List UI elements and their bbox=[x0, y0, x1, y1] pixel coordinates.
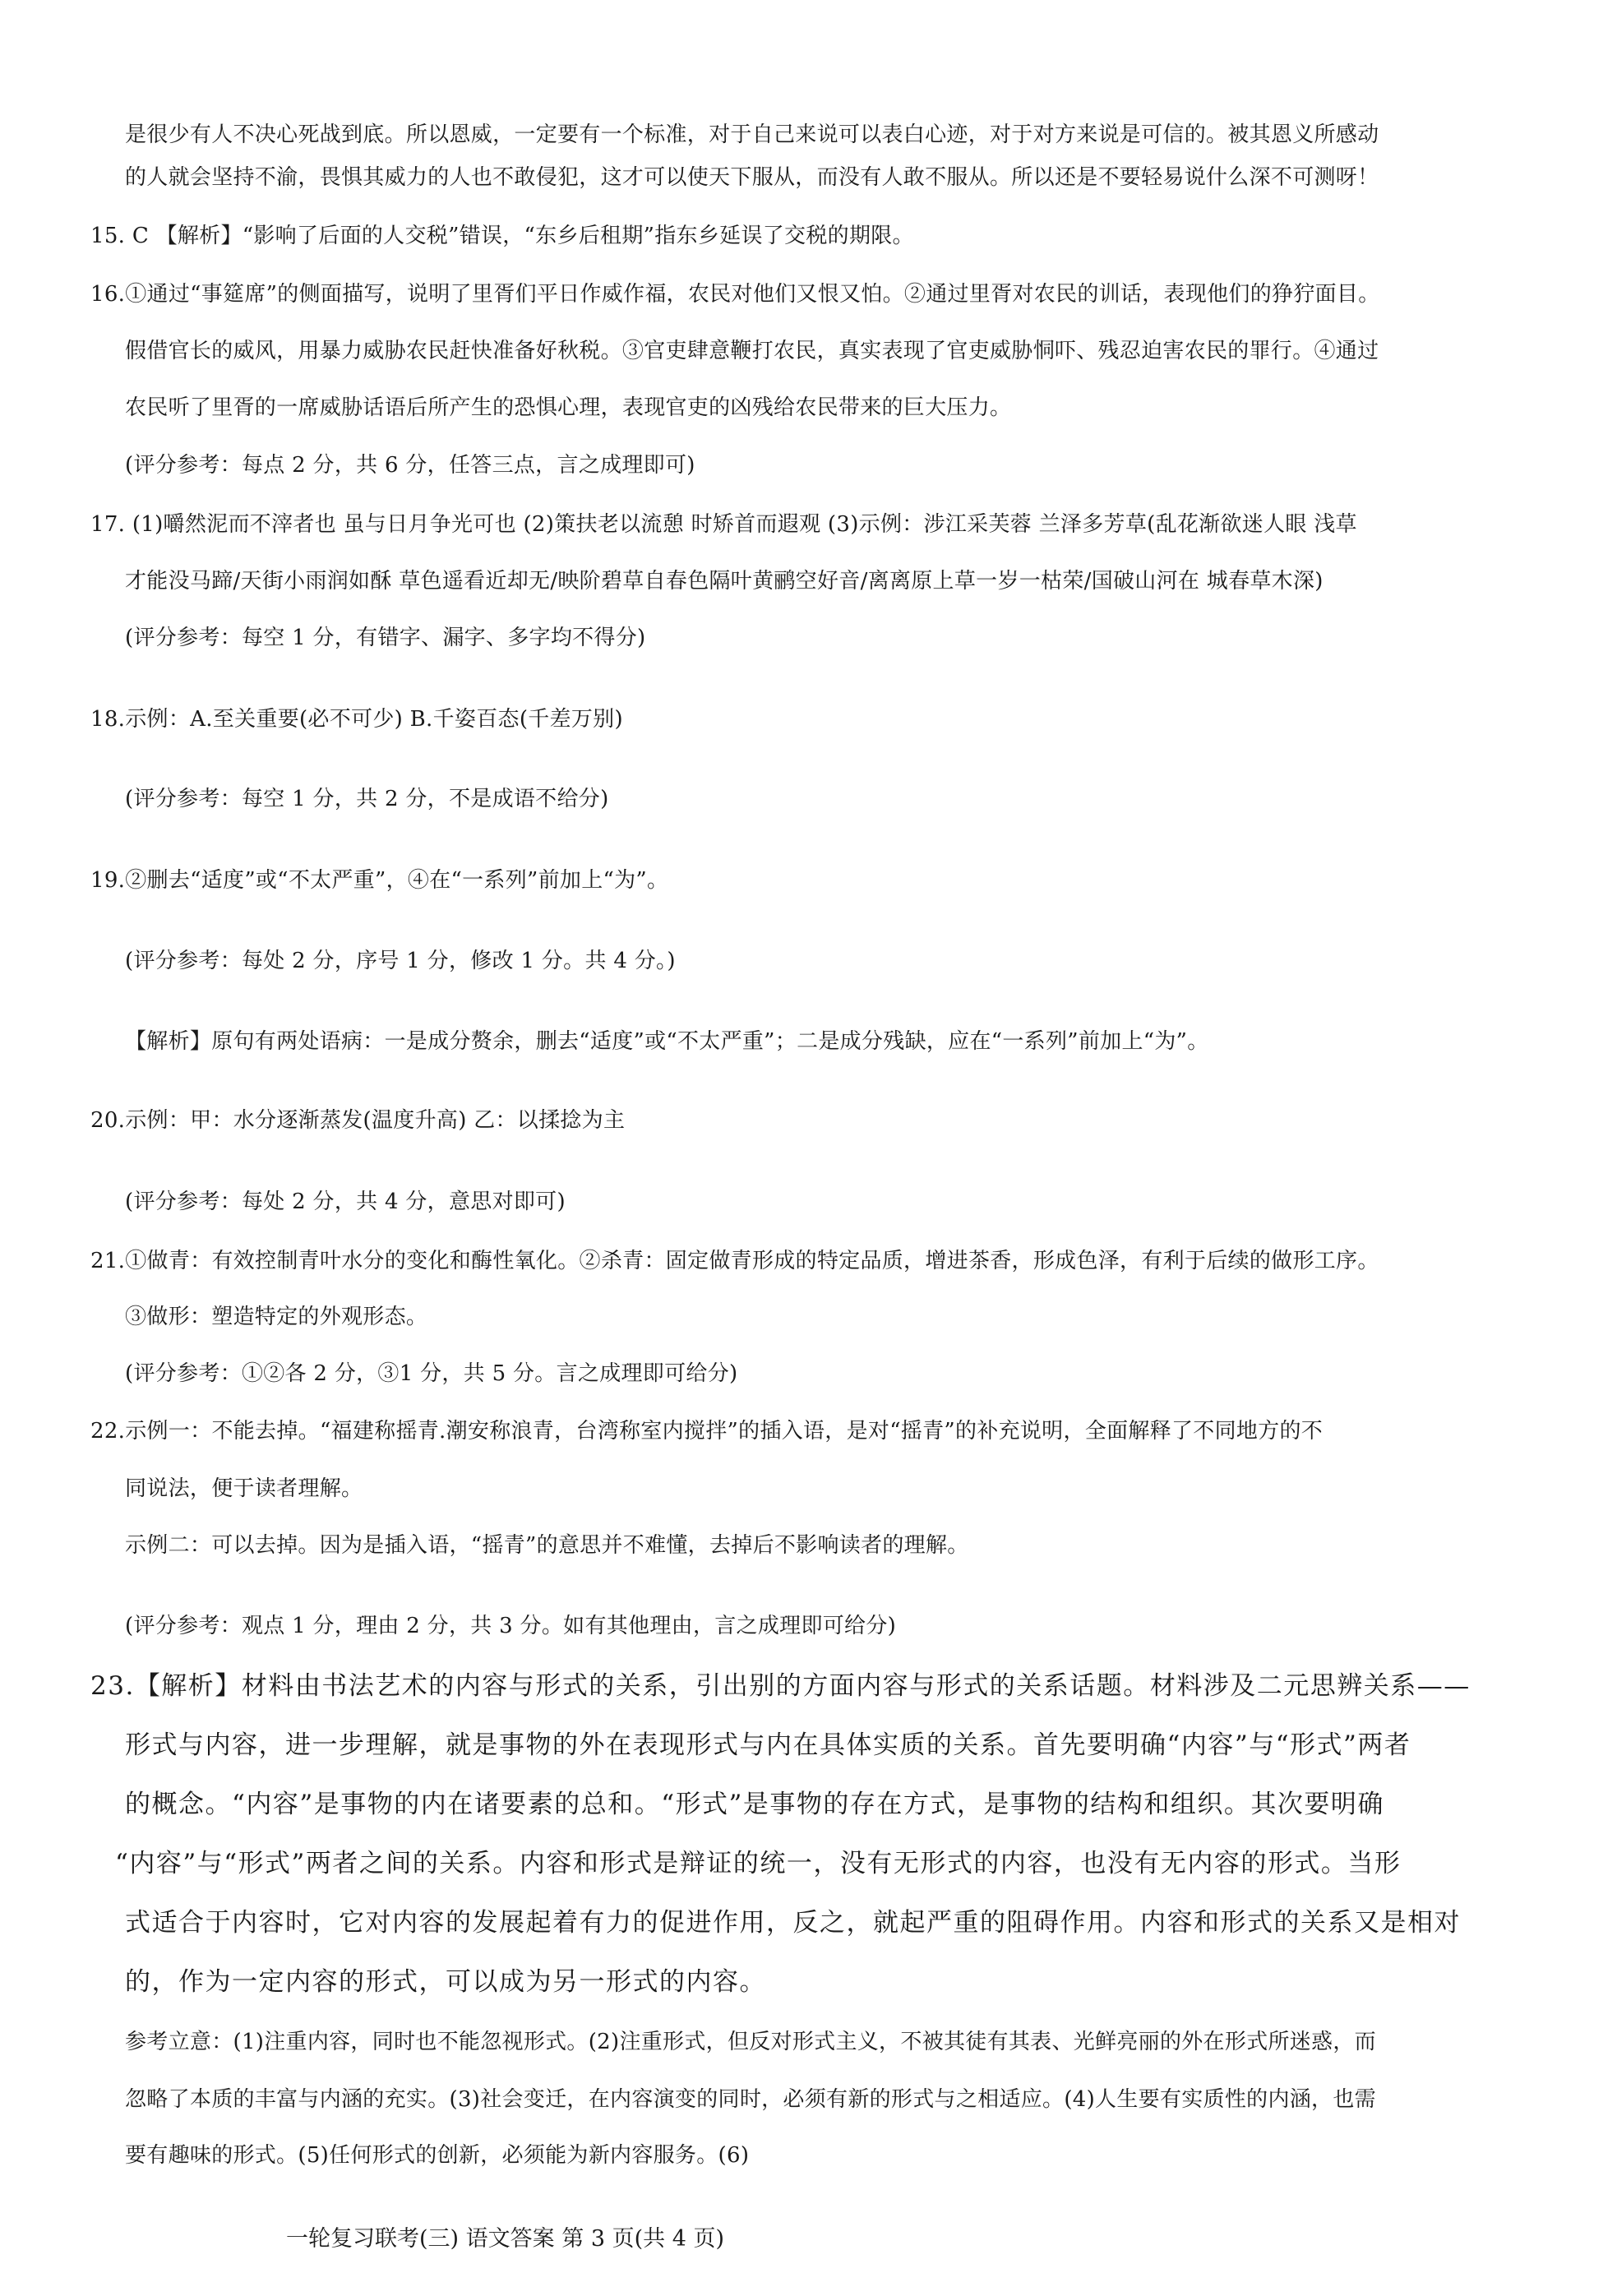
answer-17: 17. (1)嚼然泥而不滓者也 虽与日月争光可也 (2)策扶老以流憩 时矫首而遐观 (3)示例：涉江采芙蓉 兰泽多芳草(乱花渐欲迷人眼 浅草 bbox=[90, 512, 1357, 537]
text-line: 是很少有人不决心死战到底。所以恩威，一定要有一个标准，对于自己来说可以表白心迹，对于对方来说是可信的。被其恩义所感动 bbox=[125, 122, 1379, 147]
text-line: 假借官长的威风，用暴力威胁农民赶快准备好秋税。③官吏肆意鞭打农民，真实表现了官吏威胁恫吓、残忍迫害农民的罪行。④通过 bbox=[125, 339, 1379, 363]
text-line: ③做形：塑造特定的外观形态。 bbox=[125, 1305, 428, 1329]
reference-ideas: 参考立意：(1)注重内容，同时也不能忽视形式。(2)注重形式，但反对形式主义，不被其徒有其表、光鲜亮丽的外在形式所迷惑，而 bbox=[125, 2030, 1376, 2054]
answer-18: 18.示例：A.至关重要(必不可少) B.千姿百态(千差万别) bbox=[90, 707, 623, 732]
text-line: 的概念。“内容”是事物的内在诸要素的总和。“形式”是事物的存在方式，是事物的结构和组织。其次要明确 bbox=[125, 1790, 1384, 1819]
text-line: 同说法，便于读者理解。 bbox=[125, 1476, 363, 1501]
answer-15: 15. C 【解析】“影响了后面的人交税”错误，“东乡后租期”指东乡延误了交税的期限。 bbox=[90, 224, 914, 248]
scoring-note: (评分参考：每空 1 分，有错字、漏字、多字均不得分) bbox=[125, 626, 646, 650]
answer-22: 22.示例一：不能去掉。“福建称摇青.潮安称浪青，台湾称室内搅拌”的插入语，是对“摇青”的补充说明，全面解释了不同地方的不 bbox=[90, 1419, 1324, 1444]
answer-23: 23.【解析】材料由书法艺术的内容与形式的关系，引出别的方面内容与形式的关系话题。材料涉及二元思辨关系—— bbox=[90, 1671, 1471, 1701]
text-line: 形式与内容，进一步理解，就是事物的外在表现形式与内在具体实质的关系。首先要明确“内容”与“形式”两者 bbox=[125, 1730, 1411, 1760]
answer-19: 19.②删去“适度”或“不太严重”，④在“一系列”前加上“为”。 bbox=[90, 868, 669, 893]
scoring-note: (评分参考：①②各 2 分，③1 分，共 5 分。言之成理即可给分) bbox=[125, 1361, 738, 1386]
text-line: 式适合于内容时，它对内容的发展起着有力的促进作用，反之，就起严重的阻碍作用。内容和形式的关系又是相对 bbox=[125, 1908, 1461, 1938]
scoring-note: (评分参考：每处 2 分，序号 1 分，修改 1 分。共 4 分。) bbox=[125, 949, 676, 973]
text-line: 忽略了本质的丰富与内涵的充实。(3)社会变迁，在内容演变的同时，必须有新的形式与之相适应。(4)人生要有实质性的内涵，也需 bbox=[125, 2087, 1376, 2112]
scoring-note: (评分参考：每空 1 分，共 2 分，不是成语不给分) bbox=[125, 787, 609, 811]
text-line: 才能没马蹄/天街小雨润如酥 草色遥看近却无/映阶碧草自春色隔叶黄鹂空好音/离离原上草一岁一枯荣/国破山河在 城春草木深) bbox=[125, 569, 1324, 594]
answer-16: 16.①通过“事筵席”的侧面描写，说明了里胥们平日作威作福，农民对他们又恨又怕。②通过里胥对农民的训话，表现他们的狰狞面目。 bbox=[90, 282, 1380, 307]
text-line: 农民听了里胥的一席威胁话语后所产生的恐惧心理，表现官吏的凶残给农民带来的巨大压力。 bbox=[125, 395, 1012, 420]
answer-21: 21.①做青：有效控制青叶水分的变化和酶性氧化。②杀青：固定做青形成的特定品质，增进茶香，形成色泽，有利于后续的做形工序。 bbox=[90, 1249, 1379, 1273]
answer-20: 20.示例：甲：水分逐渐蒸发(温度升高) 乙：以揉捻为主 bbox=[90, 1108, 626, 1133]
text-line: “内容”与“形式”两者之间的关系。内容和形式是辩证的统一，没有无形式的内容，也没有无内容的形式。当形 bbox=[115, 1849, 1402, 1878]
text-line: 示例二：可以去掉。因为是插入语，“摇青”的意思并不难懂，去掉后不影响读者的理解。 bbox=[125, 1533, 969, 1558]
text-line: 要有趣味的形式。(5)任何形式的创新，必须能为新内容服务。(6) bbox=[125, 2143, 750, 2168]
scoring-note: (评分参考：观点 1 分，理由 2 分，共 3 分。如有其他理由，言之成理即可给分) bbox=[125, 1614, 897, 1638]
scoring-note: (评分参考：每点 2 分，共 6 分，任答三点，言之成理即可) bbox=[125, 453, 695, 478]
text-line: 的，作为一定内容的形式，可以成为另一形式的内容。 bbox=[125, 1967, 766, 1997]
scoring-note: (评分参考：每处 2 分，共 4 分，意思对即可) bbox=[125, 1190, 566, 1214]
analysis-note: 【解析】原句有两处语病：一是成分赘余，删去“适度”或“不太严重”；二是成分残缺，应在“一系列”前加上“为”。 bbox=[125, 1029, 1209, 1054]
page-footer: 一轮复习联考(三) 语文答案 第 3 页(共 4 页) bbox=[286, 2226, 724, 2252]
text-line: 的人就会坚持不渝，畏惧其威力的人也不敢侵犯，这才可以使天下服从，而没有人敢不服从。所以还是不要轻易说什么深不可测呀！ bbox=[125, 165, 1379, 190]
